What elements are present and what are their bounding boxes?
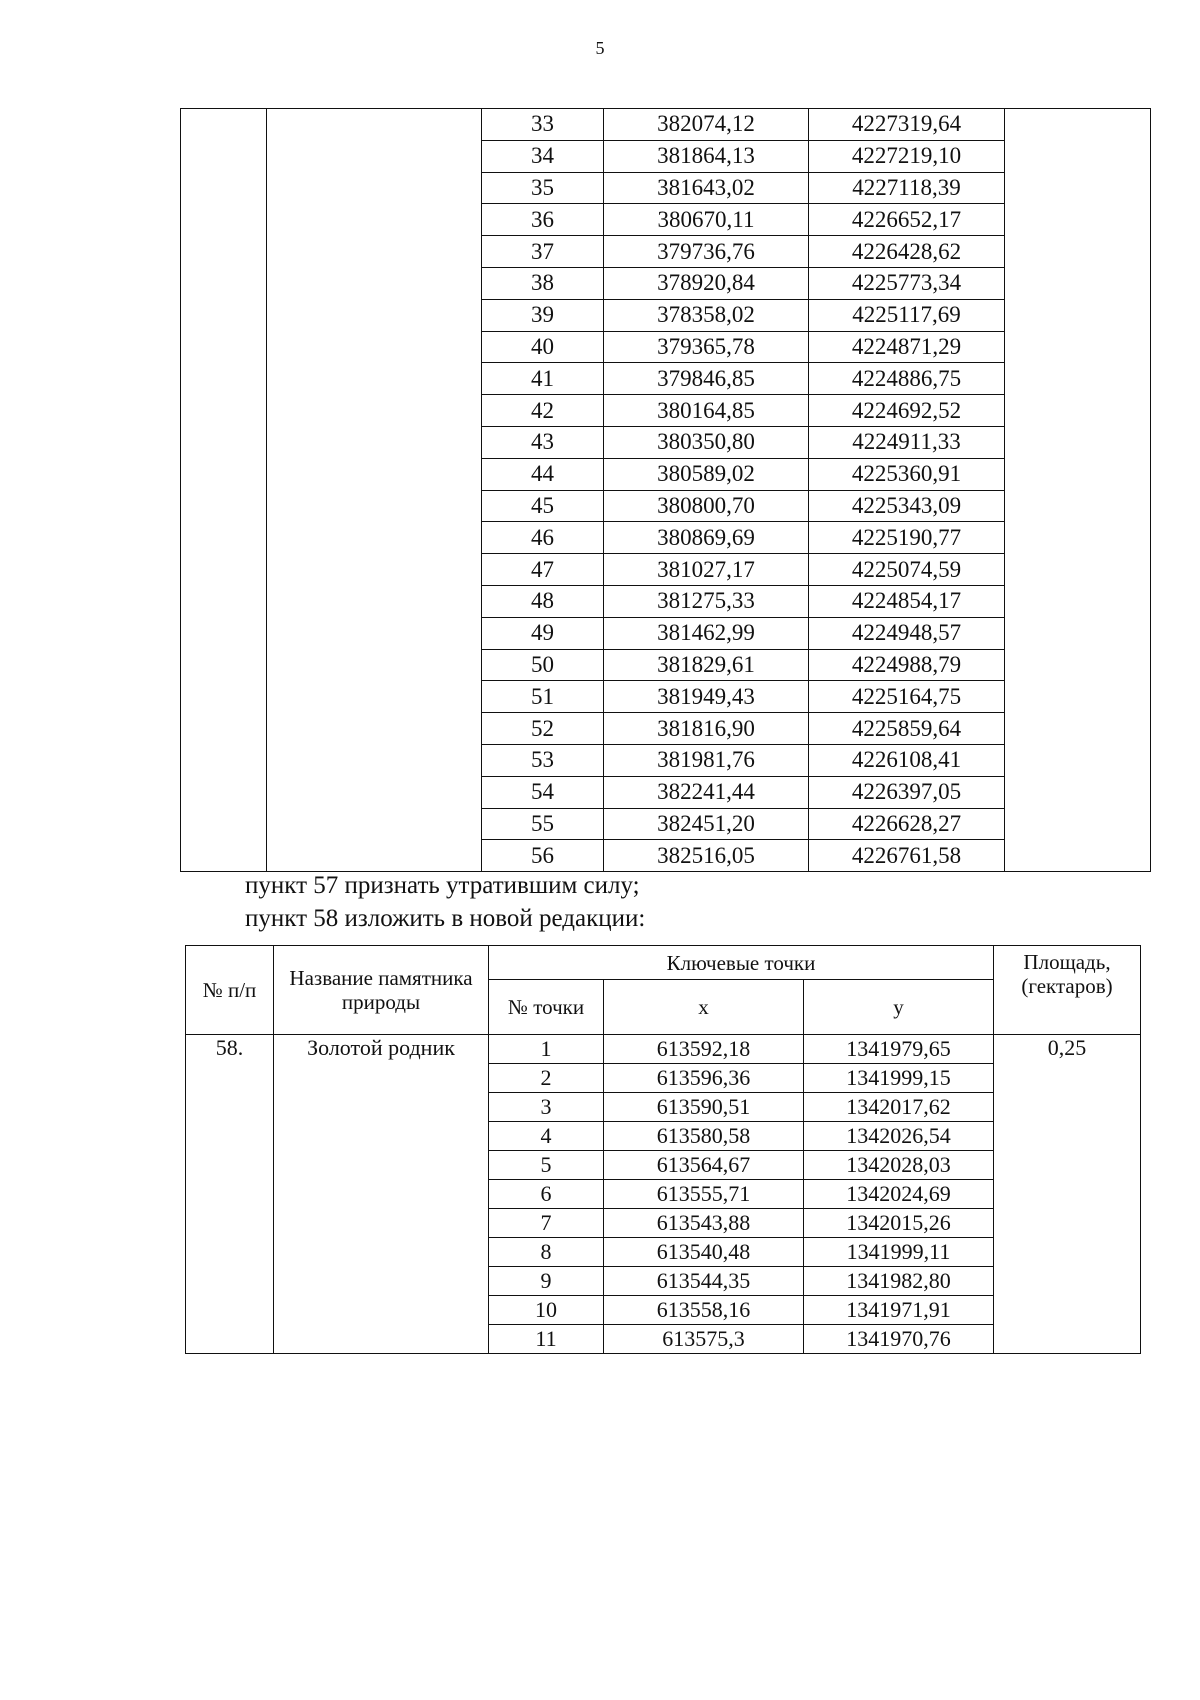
y-cell: 1342017,62 — [804, 1093, 994, 1122]
y-cell: 4225360,91 — [809, 458, 1005, 490]
x-cell: 613596,36 — [604, 1064, 804, 1093]
x-cell: 380589,02 — [604, 458, 809, 490]
y-cell: 4226108,41 — [809, 744, 1005, 776]
y-cell: 4226761,58 — [809, 840, 1005, 872]
y-cell: 4226652,17 — [809, 204, 1005, 236]
point-number-cell: 11 — [489, 1325, 604, 1354]
y-cell: 1341999,11 — [804, 1238, 994, 1267]
empty-number-cell — [181, 109, 267, 872]
point-number-cell: 54 — [482, 776, 604, 808]
point-number-cell: 6 — [489, 1180, 604, 1209]
point-number-cell: 3 — [489, 1093, 604, 1122]
point-number-cell: 51 — [482, 681, 604, 713]
y-cell: 4224854,17 — [809, 585, 1005, 617]
x-cell: 381462,99 — [604, 617, 809, 649]
table-row — [181, 109, 1151, 141]
point-number-cell: 49 — [482, 617, 604, 649]
natural-monument-table — [185, 945, 1141, 1354]
x-cell: 613564,67 — [604, 1151, 804, 1180]
point-number-cell: 42 — [482, 395, 604, 427]
point-number-cell: 10 — [489, 1296, 604, 1325]
y-cell: 4225190,77 — [809, 522, 1005, 554]
x-cell: 378358,02 — [604, 299, 809, 331]
x-cell: 380670,11 — [604, 204, 809, 236]
x-cell: 381949,43 — [604, 681, 809, 713]
point-number-cell: 41 — [482, 363, 604, 395]
y-cell: 1342026,54 — [804, 1122, 994, 1151]
x-cell: 380869,69 — [604, 522, 809, 554]
x-cell: 379365,78 — [604, 331, 809, 363]
empty-area-cell — [1005, 109, 1151, 872]
point-number-cell: 2 — [489, 1064, 604, 1093]
page-number: 5 — [595, 38, 605, 58]
point-number-cell: 38 — [482, 267, 604, 299]
x-cell: 381027,17 — [604, 554, 809, 586]
point-number-cell: 43 — [482, 426, 604, 458]
header-point-number: № точки — [489, 980, 604, 1035]
point-number-cell: 44 — [482, 458, 604, 490]
y-cell: 4224988,79 — [809, 649, 1005, 681]
point-number-cell: 8 — [489, 1238, 604, 1267]
x-cell: 382241,44 — [604, 776, 809, 808]
point-number-cell: 55 — [482, 808, 604, 840]
x-cell: 382451,20 — [604, 808, 809, 840]
point-number-cell: 40 — [482, 331, 604, 363]
point-number-cell: 7 — [489, 1209, 604, 1238]
point-number-cell: 45 — [482, 490, 604, 522]
point-number-cell: 52 — [482, 713, 604, 745]
x-cell: 613544,35 — [604, 1267, 804, 1296]
point-number-cell: 4 — [489, 1122, 604, 1151]
y-cell: 4226428,62 — [809, 236, 1005, 268]
point-number-cell: 35 — [482, 172, 604, 204]
header-key-points: Ключевые точки — [489, 946, 994, 980]
y-cell: 1342028,03 — [804, 1151, 994, 1180]
point-number-cell: 48 — [482, 585, 604, 617]
x-cell: 379846,85 — [604, 363, 809, 395]
x-cell: 381829,61 — [604, 649, 809, 681]
x-cell: 613540,48 — [604, 1238, 804, 1267]
point-number-cell: 47 — [482, 554, 604, 586]
y-cell: 4227319,64 — [809, 109, 1005, 141]
x-cell: 381643,02 — [604, 172, 809, 204]
point-number-cell: 37 — [482, 236, 604, 268]
header-area: Площадь, (гектаров) — [994, 946, 1141, 1035]
y-cell: 4226628,27 — [809, 808, 1005, 840]
paragraph-item-58: пункт 58 изложить в новой редакции: — [245, 905, 646, 932]
point-number-cell: 53 — [482, 744, 604, 776]
entry-name-cell: Золотой родник — [274, 1035, 489, 1354]
point-number-cell: 33 — [482, 109, 604, 141]
point-number-cell: 46 — [482, 522, 604, 554]
y-cell: 4227118,39 — [809, 172, 1005, 204]
x-cell: 613575,3 — [604, 1325, 804, 1354]
y-cell: 4225164,75 — [809, 681, 1005, 713]
y-cell: 4224911,33 — [809, 426, 1005, 458]
header-x: x — [604, 980, 804, 1035]
y-cell: 4225117,69 — [809, 299, 1005, 331]
x-cell: 613555,71 — [604, 1180, 804, 1209]
y-cell: 4224948,57 — [809, 617, 1005, 649]
point-number-cell: 5 — [489, 1151, 604, 1180]
y-cell: 1341971,91 — [804, 1296, 994, 1325]
y-cell: 1341970,76 — [804, 1325, 994, 1354]
x-cell: 381816,90 — [604, 713, 809, 745]
point-number-cell: 50 — [482, 649, 604, 681]
y-cell: 4225343,09 — [809, 490, 1005, 522]
y-cell: 4224871,29 — [809, 331, 1005, 363]
y-cell: 1342015,26 — [804, 1209, 994, 1238]
x-cell: 378920,84 — [604, 267, 809, 299]
entry-area-cell: 0,25 — [994, 1035, 1141, 1354]
point-number-cell: 36 — [482, 204, 604, 236]
point-number-cell: 56 — [482, 840, 604, 872]
x-cell: 382074,12 — [604, 109, 809, 141]
x-cell: 382516,05 — [604, 840, 809, 872]
header-number: № п/п — [186, 946, 274, 1035]
x-cell: 381864,13 — [604, 140, 809, 172]
x-cell: 613543,88 — [604, 1209, 804, 1238]
point-number-cell: 9 — [489, 1267, 604, 1296]
x-cell: 613558,16 — [604, 1296, 804, 1325]
x-cell: 381275,33 — [604, 585, 809, 617]
y-cell: 4227219,10 — [809, 140, 1005, 172]
table-row — [186, 1035, 1141, 1064]
y-cell: 4225074,59 — [809, 554, 1005, 586]
x-cell: 379736,76 — [604, 236, 809, 268]
point-number-cell: 39 — [482, 299, 604, 331]
x-cell: 381981,76 — [604, 744, 809, 776]
y-cell: 1341999,15 — [804, 1064, 994, 1093]
coordinates-table-continued — [180, 108, 1151, 872]
header-y: y — [804, 980, 994, 1035]
x-cell: 613590,51 — [604, 1093, 804, 1122]
y-cell: 1342024,69 — [804, 1180, 994, 1209]
x-cell: 380350,80 — [604, 426, 809, 458]
x-cell: 380164,85 — [604, 395, 809, 427]
paragraph-item-57: пункт 57 признать утратившим силу; — [245, 872, 640, 899]
x-cell: 380800,70 — [604, 490, 809, 522]
y-cell: 4224692,52 — [809, 395, 1005, 427]
y-cell: 1341982,80 — [804, 1267, 994, 1296]
header-monument-name: Название памятника природы — [274, 946, 489, 1035]
x-cell: 613592,18 — [604, 1035, 804, 1064]
y-cell: 4226397,05 — [809, 776, 1005, 808]
point-number-cell: 1 — [489, 1035, 604, 1064]
y-cell: 1341979,65 — [804, 1035, 994, 1064]
y-cell: 4225859,64 — [809, 713, 1005, 745]
y-cell: 4225773,34 — [809, 267, 1005, 299]
empty-name-cell — [267, 109, 482, 872]
entry-number-cell: 58. — [186, 1035, 274, 1354]
x-cell: 613580,58 — [604, 1122, 804, 1151]
y-cell: 4224886,75 — [809, 363, 1005, 395]
point-number-cell: 34 — [482, 140, 604, 172]
